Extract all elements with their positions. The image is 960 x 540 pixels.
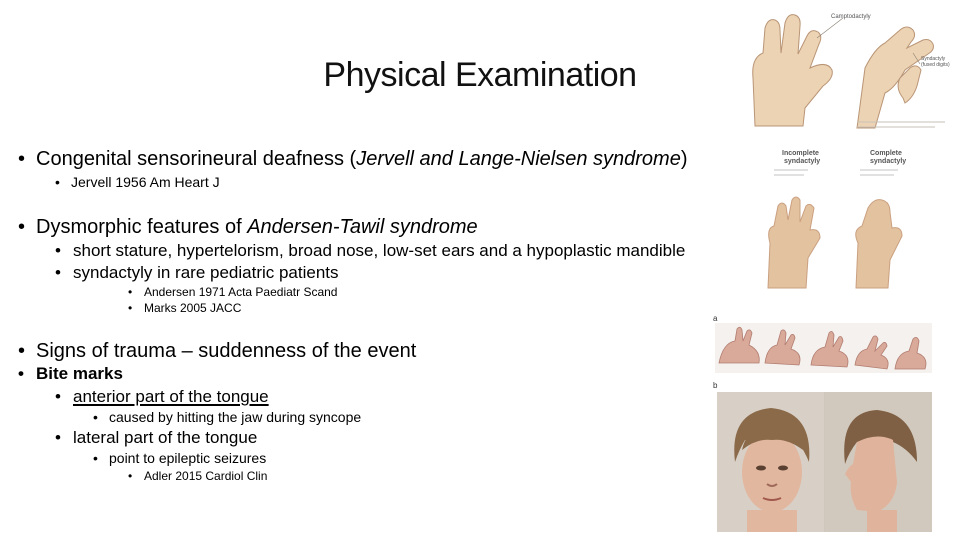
svg-text:(fused digits): (fused digits) — [921, 62, 950, 68]
panel-b-label: b — [713, 381, 718, 390]
sub-bullet-lateral: • lateral part of the tongue — [55, 428, 258, 447]
svg-text:Camptodactyly: Camptodactyly — [831, 14, 871, 20]
hand-illustration-figure — [735, 8, 955, 133]
bullet-bite-marks: • Bite marks — [18, 364, 123, 383]
svg-text:Syndactyly: Syndactyly — [921, 56, 946, 62]
hand-illustration — [735, 8, 955, 133]
ref-marks: • Marks 2005 JACC — [128, 301, 242, 315]
ref-adler: • Adler 2015 Cardiol Clin — [128, 469, 268, 483]
face-photo — [717, 392, 932, 532]
face-photo-art — [717, 392, 932, 532]
bullet-glyph: • — [18, 148, 26, 170]
hands-feet-photo-art — [715, 323, 932, 373]
sub-bullet-features: • short stature, hypertelorism, broad nose, low-set ears and a hypoplastic mandible — [55, 241, 686, 260]
bullet-deafness: • Congenital sensorineural deafness (Jervell and Lange-Nielsen syndrome) — [18, 148, 688, 170]
ref-jervell: • Jervell 1956 Am Heart J — [55, 174, 220, 190]
bullet-trauma: • Signs of trauma – suddenness of the event — [18, 340, 417, 362]
syndactyly-hands — [760, 148, 940, 298]
panel-a-label: a — [713, 314, 718, 323]
hands-feet-photo — [715, 323, 932, 373]
bullet-dysmorphic: • Dysmorphic features of Andersen-Tawil syndrome — [18, 216, 478, 238]
slide-title: Physical Examination — [323, 56, 637, 94]
detail-syncope: • caused by hitting the jaw during syncope — [93, 409, 362, 425]
syndactyly-comparison-figure: Incomplete syndactyly Complete syndactyly — [760, 148, 940, 298]
sub-bullet-syndactyly: • syndactyly in rare pediatric patients — [55, 263, 339, 282]
detail-epileptic: • point to epileptic seizures — [93, 450, 267, 466]
ref-andersen: • Andersen 1971 Acta Paediatr Scand — [128, 285, 338, 299]
sub-bullet-anterior: • anterior part of the tongue — [55, 387, 269, 406]
